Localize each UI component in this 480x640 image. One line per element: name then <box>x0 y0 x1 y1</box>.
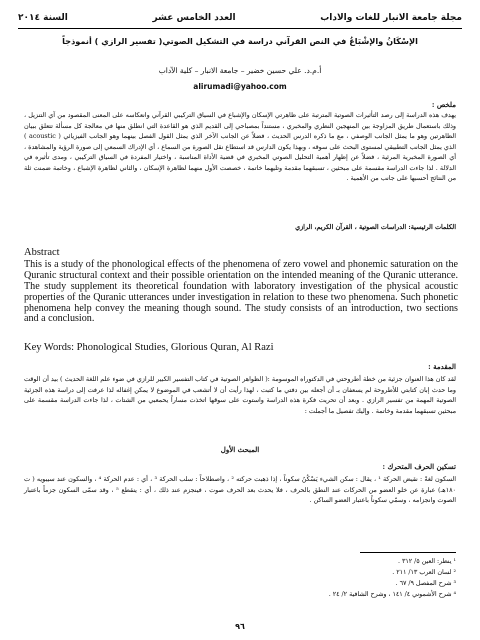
footnote: ¹ ينظر: العين ٥/ ٣١٢ . <box>397 558 456 565</box>
section-title: المبحث الأول <box>220 445 260 454</box>
abstract-keywords: Key Words: Phonological Studies, Glorious Quran, Al Razi <box>24 342 274 353</box>
footnotes <box>296 556 456 600</box>
author-email: alirumadi@yahoo.com <box>193 82 287 91</box>
header-rule <box>18 28 462 29</box>
header-year: السنة ٢٠١٤ <box>18 13 68 23</box>
introduction-heading: المقدمة : <box>428 362 456 371</box>
arabic-abstract-body: يهدف هذه الدراسة إلى رصد التأثيرات الصوتية المترتبة على ظاهرتي الإسكان والإشباع في السياق التركيبي القرآني وانعكاسه على المعنى المقصود من آي التنزيل ، وذلك باستعمال طريق المزاوجة بين المنهجين النظري والمخبري ، مستنداً بمصباحي إلى القديم الذي هو القاعدة التي انطلق منها في معالجة كل مسألة تتعلق ببيان الظاهرتين وهو ما يمثل الجانب الوصفي ، مع ما ذكره الدرس الحديث ، فضلاً عن الجانب الآخر الذي يمثل القول الفصل بينهما وهو الجانب الفيزيائي ( acoustic ) الذي يمثل الجانب التطبيقي لمستوى البحث على سوقه ، وبهذا يكون الدارس قد استطاع نقل الصورة من السماع ، أي الإدراك السمعي إلى صورة الرؤية والمشاهدة ، أي الصورة المخبرية المرئية ، فضلاً عن إظهار أهمية التحليل الصوتي المخبري في قضية الأداة المناسبة ، واختيار المفردة في السياق التركيبي ، ومدى تأثيره في الدلالة . لذا جاءت الدراسة مقسمة على مبحثين ، تسبقهما مقدمة وتليهما خاتمة ، خصصت الأول منهما لظاهرة الإسكان ، والثاني لظاهرة الإشباع ، وخاتمة ضمنت ثلة من النتائج أحسبها على جانب من الأهمية . <box>24 111 456 183</box>
paper-title: الإسْكَانُ والإشْبَاعُ في النص القرآني دراسة في التشكيل الصوتي( تفسير الرازي ) أنموذجاً <box>62 36 418 46</box>
abstract-title: Abstract <box>24 247 60 258</box>
footnote-rule <box>360 552 456 553</box>
page-number: ٩٦ <box>235 622 245 631</box>
abstract-body: This is a study of the phonological effects of the phenomena of zero vowel and phonemic saturation on the Quranic structural context and their possible orientation on the intended meaning of the Quranic utterance. The study supplement its theoretical foundation with laboratory investigation of the physical acoustic properties of the Quranic utterances under investigation in relation to these two phenomena. Such phonetic phenomena help convey the meaning though sound. The study consists of an introduction, two sections and a conclusion. <box>24 259 458 325</box>
section-body: السكون لغةً : نقيض الحركة ¹ ، يقال : سكن الشيء يَسْكُنُ سكوناً ، إذا ذهبت حركته ² ، واصطلاحاً : سلب الحركة ³ ، أي : عدم الحركة ⁴ ، والسكون عند سيبويه ( ت ١٨٠هـ) عبارة عن خلو العضو من الحركات عند النطق بالحرف ، فلا يحدث بعد الحرف صوت ، فينجزم عند ذلك ، أي : ينقطع ⁵ ، وقد سمّى السكون جزماً باعتبار الصوت وانجزامه ، وسمّي سكوناً باعتبار العضو الساكن . <box>24 475 457 505</box>
section-subheading: تسكين الحرف المتحرك : <box>382 462 456 471</box>
author-line: أ.م.د. علي حسين خضير – جامعة الانبار – كلية الآداب <box>158 66 322 75</box>
header-journal: مجلة جامعة الانبار للغات والاداب <box>320 13 462 23</box>
footnote: ⁴ شرح الأشموني ٤/ ١٤١ ، وشرح الشافية ٢/ ٢٤ . <box>328 591 456 599</box>
running-header <box>18 10 462 26</box>
header-issue: العدد الخامس عشر <box>152 13 236 23</box>
footnote: ² لسان العرب ١٣/ ٢١١ . <box>392 569 456 577</box>
introduction-body: لقد كان هذا العنوان جزئية من خطة أطروحتي في الدكتوراه الموسومة :( الظواهر الصوتية في كتاب التفسير الكبير للرازي في ضوء علم اللغة الحديث ) بيد أن الوقت وما حدث إبان كتابتي للأطروحة لم يسعفان بـ أن أجعله بين دفتي ما كتبت ، لهذا رأيت أن لا أتشعب في الموضوع لا يمكن إغفاله لذا عرفت إلى دراسة هذه الجزئية الصوتية المهمة من تفسير الرازي . وبعد أن تحريت فكرة هذه الدراسة واستوت على سوقها اتخذت مساراً يحمعبي من الشتات ، لذا جاءت الدراسة مقسمة على مبحثين تسبقهما مقدمة وخاتمة . وإليك تفصيل ما أجملت : <box>24 375 456 415</box>
arabic-keywords: الكلمات الرئيسية: الدراسات الصوتية ، القرآن الكريم، الرازي <box>295 223 456 231</box>
footnote: ³ شرح المفصل ٩/ ٦٧ . <box>395 580 456 588</box>
arabic-abstract-heading: ملخص : <box>431 100 456 109</box>
